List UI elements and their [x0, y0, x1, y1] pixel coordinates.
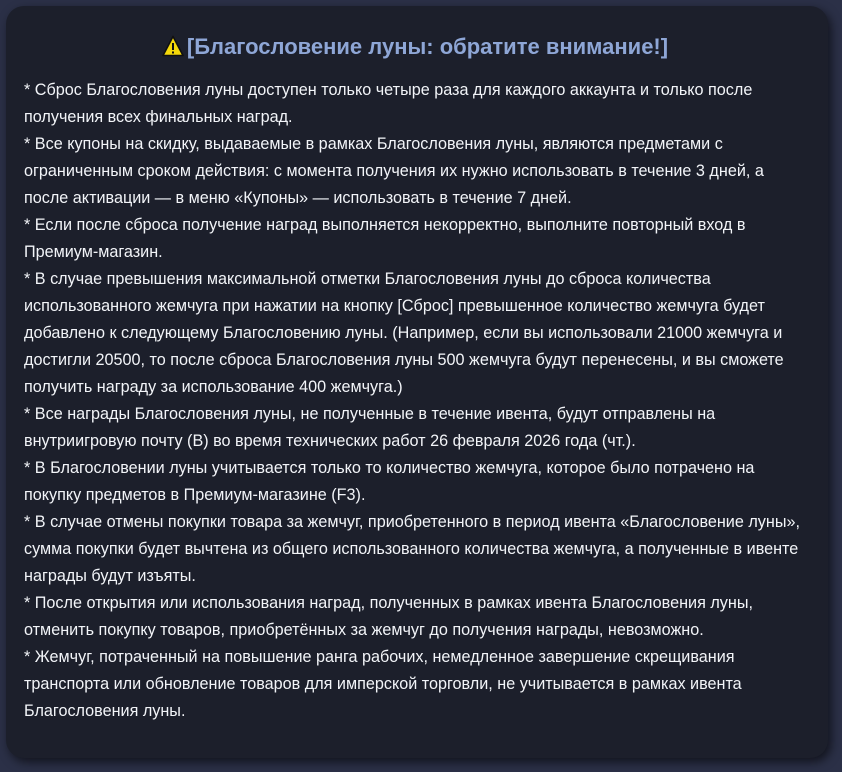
- notice-list: [24, 77, 806, 725]
- notice-item: * В случае отмены покупки товара за жемчуг, приобретенного в период ивента «Благословение луны», сумма покупки будет вычтена из общего использованного количества жемчуга, а полученные в ивенте награды будут изъяты.: [24, 513, 800, 585]
- warning-icon: [162, 35, 184, 57]
- notice-item: * Сброс Благословения луны доступен только четыре раза для каждого аккаунта и только после получения всех финальных наград.: [24, 81, 753, 126]
- notice-item: * В случае превышения максимальной отметки Благословения луны до сброса количества использованного жемчуга при нажатии на кнопку [Сброс] превышенное количество жемчуга будет добавлено к следующему Благословению луны. (Например, если вы использовали 21000 жемчуга и достигли 20500, то после сброса Благословения луны 500 жемчуга будут перенесены, и вы сможете получить награду за использование 400 жемчуга.): [24, 270, 784, 396]
- notice-item: * Жемчуг, потраченный на повышение ранга рабочих, немедленное завершение скрещивания транспорта или обновление товаров для имперской торговли, не учитывается в рамках ивента Благословения луны.: [24, 648, 742, 720]
- notice-card: [6, 6, 828, 758]
- notice-item: * Все награды Благословения луны, не полученные в течение ивента, будут отправлены на внутриигровую почту (B) во время технических работ 26 февраля 2026 года (чт.).: [24, 405, 716, 450]
- notice-item: * В Благословении луны учитывается только то количество жемчуга, которое было потрачено на покупку предметов в Премиум-магазине (F3).: [24, 459, 755, 504]
- notice-item: * Все купоны на скидку, выдаваемые в рамках Благословения луны, являются предметами с ограниченным сроком действия: с момента получения их нужно использовать в течение 3 дней, а после активации — в меню «Купоны» — использовать в течение 7 дней.: [24, 135, 764, 207]
- notice-title-text: [Благословение луны: обратите внимание!]: [186, 34, 669, 59]
- notice-title: [24, 32, 806, 62]
- notice-item: * Если после сброса получение наград выполняется некорректно, выполните повторный вход в Премиум-магазин.: [24, 216, 746, 261]
- notice-item: * После открытия или использования наград, полученных в рамках ивента Благословения луны, отменить покупку товаров, приобретённых за жемчуг до получения награды, невозможно.: [24, 594, 753, 639]
